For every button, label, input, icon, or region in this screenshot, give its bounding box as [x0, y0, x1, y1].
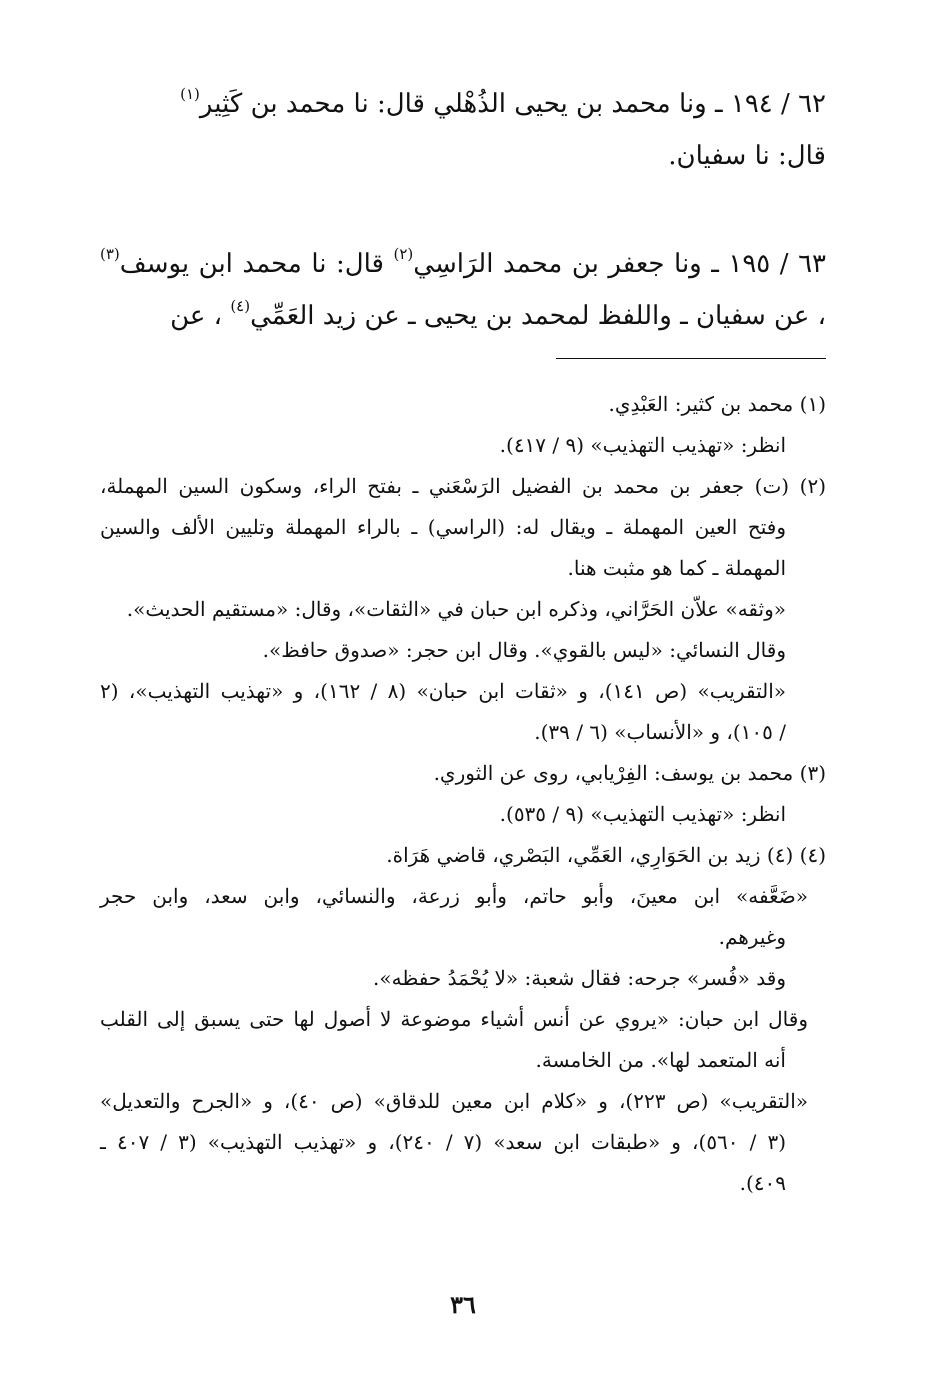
document-page: [100, 78, 826, 1338]
footnote-line: (١) محمد بن كثير: العَبْدِي.: [608, 392, 826, 416]
footnote-line: انظر: «تهذيب التهذيب» (٩ / ٥٣٥).: [499, 802, 786, 826]
footnote-line: (٣ / ٥٦٠)، و «طبقات ابن سعد» (٧ / ٢٤٠)، و «تهذيب التهذيب» (٣ / ٤٠٧ ـ: [100, 1130, 787, 1154]
footnote-line: «ضَعَّفه» ابن معينَ، وأبو حاتم، وأبو زرعة، والنسائي، وابن سعد، وابن حجر: [100, 884, 808, 908]
footnote-line: انظر: «تهذيب التهذيب» (٩ / ٤١٧).: [499, 433, 786, 457]
footnote-line: ٤٠٩).: [739, 1171, 786, 1195]
footnote-line: «التقريب» (ص ٢٢٣)، و «كلام ابن معين للدقاق» (ص ٤٠)، و «الجرح والتعديل»: [100, 1089, 808, 1113]
footnote-line: (٣) محمد بن يوسف: الفِرْيابي، روى عن الثوري.: [433, 761, 826, 785]
footnote-ref-3: (٣): [100, 245, 120, 263]
footnote-line: أنه المتعمد لها». من الخامسة.: [535, 1048, 786, 1072]
footnote-line: وقال ابن حبان: «يروي عن أنس أشياء موضوعة لا أصول لها حتى يسبق إلى القلب: [100, 1007, 808, 1031]
footnote-line: (٢) (ت) جعفر بن محمد بن الفضيل الرَسْعَني ـ بفتح الراء، وسكون السين المهملة،: [100, 474, 826, 498]
footnote-line: وغيرهم.: [718, 925, 786, 949]
footnote-line: «وثقه» علاّن الحَرَّاني، وذكره ابن حبان في «الثقات»، وقال: «مستقيم الحديث».: [126, 597, 786, 621]
hadith-195-part-a: ٦٣ / ١٩٥ ـ ونا جعفر بن محمد الرَاسِي: [413, 249, 826, 279]
footnotes-section: [100, 384, 826, 1204]
footnote-ref-2: (٢): [393, 245, 414, 263]
footnote-line: المهملة ـ كما هو مثبت هنا.: [567, 556, 786, 580]
hadith-paragraph-194: [100, 78, 826, 182]
footnote-line: «التقريب» (ص ١٤١)، و «ثقات ابن حبان» (٨ / ١٦٢)، و «تهذيب التهذيب»، (٢: [100, 679, 787, 703]
footnote-line: / ١٠٥)، و «الأنساب» (٦ / ٣٩).: [534, 720, 786, 744]
hadith-195-part-d: ، عن: [170, 301, 231, 331]
footnote-line: (٤) (٤) زيد بن الحَوَارِي، العَمِّي، البَصْري، قاضي هَرَاة.: [386, 843, 826, 867]
footnote-ref-4: (٤): [230, 297, 251, 315]
footnote-ref-1: (١): [180, 85, 200, 103]
hadith-paragraph-195: [100, 238, 826, 342]
page-number: ٣٦: [450, 1290, 476, 1319]
footnote-separator: [556, 358, 826, 359]
hadith-195-part-c: ، عن سفيان ـ واللفظ لمحمد بن يحيى ـ عن زيد العَمِّي: [250, 301, 826, 331]
footnote-line: وقد «فُسر» جرحه: فقال شعبة: «لا يُحْمَدُ حفظه».: [373, 966, 786, 990]
hadith-195-part-b: قال: نا محمد ابن يوسف: [119, 249, 394, 279]
hadith-194-text: ٦٢ / ١٩٤ ـ ونا محمد بن يحيى الذُهْلي قال: نا محمد بن كَثِير: [199, 89, 826, 119]
footnote-line: وقال النسائي: «ليس بالقوي». وقال ابن حجر: «صدوق حافظ».: [262, 638, 786, 662]
footnote-line: وفتح العين المهملة ـ ويقال له: (الراسي) ـ بالراء المهملة وتليين الألف والسين: [100, 515, 786, 539]
hadith-194-continuation: قال: نا سفيان.: [668, 141, 826, 171]
